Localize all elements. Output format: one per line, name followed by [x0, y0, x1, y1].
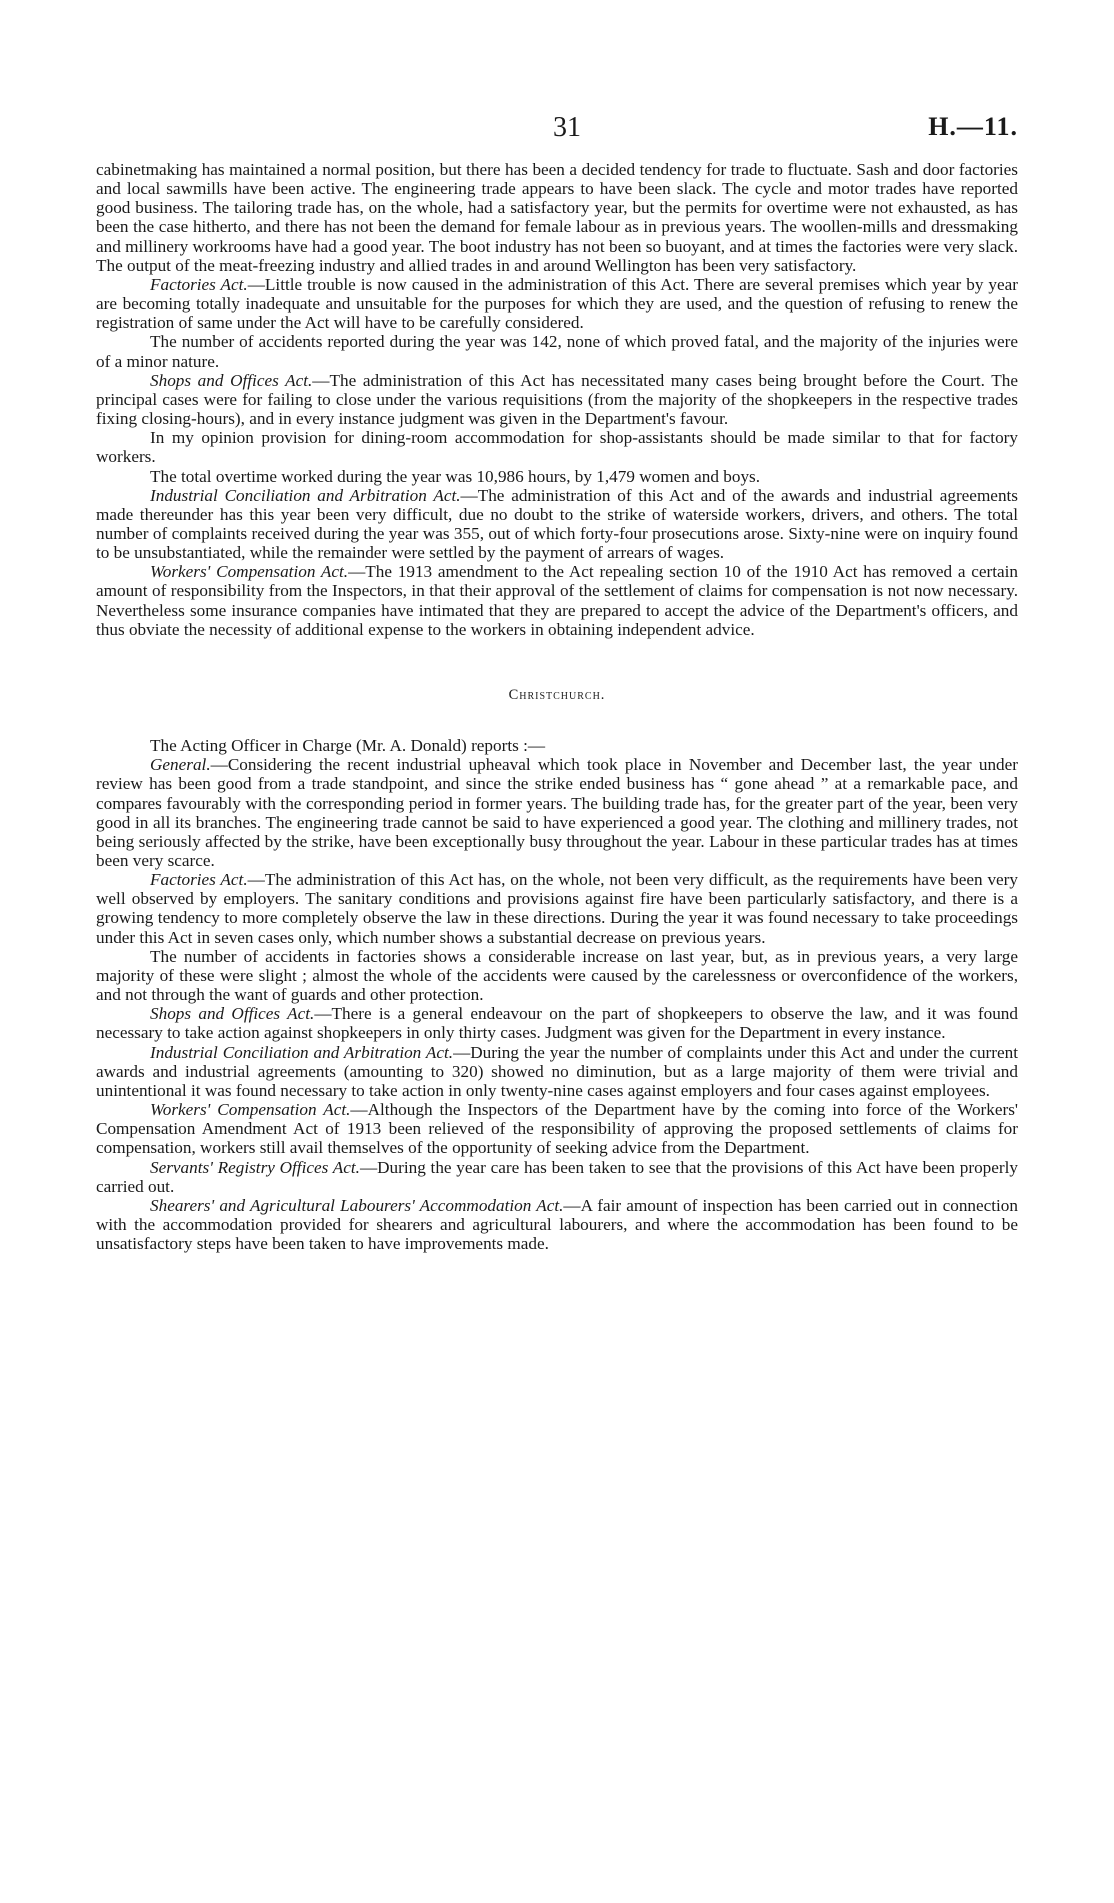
paragraph-lead: Factories Act.	[150, 870, 248, 890]
paragraph	[96, 562, 1018, 639]
paragraph	[96, 467, 1018, 486]
paragraph-text: —The administration of this Act has, on the whole, not been very difficult, as the requirements have been very well observed by employers. The sanitary conditions and provisions against fire have been particularly satisfactory, and there is a growing tendency to more completely observe the law in these directions. During the year it was found necessary to take proceedings under this Act in seven cases only, which number shows a substantial decrease on previous years.	[96, 870, 1018, 947]
series-reference: H.—11.	[928, 112, 1018, 141]
paragraph-text: —The administration of this Act has necessitated many cases being brought before the Court. The principal cases were for failing to close under the various requisitions (from the majority of the shopkeepers in the respective trades fixing closing-hours), and in every instance judgment was given in the Department's favour.	[96, 370, 1019, 429]
paragraph-text: The number of accidents reported during the year was 142, none of which proved fatal, and the majority of the injuries were of a minor nature.	[96, 332, 1018, 371]
page-number: 31	[553, 112, 581, 143]
paragraph	[96, 1158, 1018, 1196]
paragraph-lead: Workers' Compensation Act.	[150, 562, 349, 582]
page-header	[96, 112, 1018, 152]
paragraph	[96, 947, 1018, 1004]
paragraph-lead: General.	[150, 755, 211, 775]
paragraph-text: —During the year care has been taken to see that the provisions of this Act have been properly carried out.	[96, 1157, 1018, 1196]
paragraph-text: The Acting Officer in Charge (Mr. A. Donald) reports :—	[150, 736, 546, 756]
paragraph	[96, 428, 1018, 466]
paragraph	[96, 1004, 1018, 1042]
paragraph	[96, 1043, 1018, 1100]
paragraph	[96, 755, 1018, 870]
paragraph-text: —The administration of this Act and of the awards and industrial agreements made thereunder has this year been very difficult, due no doubt to the strike of waterside workers, drivers, and others. The total number of complaints received during the year was 355, out of which forty-four prosecutions arose. Sixty-nine were on inquiry found to be unsubstantiated, while the remainder were settled by the payment of arrears of wages.	[96, 485, 1018, 563]
paragraph	[96, 1100, 1018, 1157]
paragraph-text: —Although the Inspectors of the Department have by the coming into force of the Workers' Compensation Amendment Act of 1913 been relieved of the responsibility of approving the proposed settlements of claims for compensation, workers still avail themselves of the opportunity of seeking advice from the Department.	[96, 1100, 1018, 1158]
paragraph-lead: Factories Act.	[150, 274, 248, 294]
paragraph	[96, 736, 1018, 755]
document-body	[96, 160, 1018, 1253]
paragraph	[96, 486, 1018, 563]
paragraph-text: —Considering the recent industrial upheaval which took place in November and December last, the year under review has been good from a trade standpoint, and since the strike ended business has “ gone ahead ” at a remarkable pace, and compares favourably with the corresponding period in former years. The building trade has, for the greater part of the year, been very good in all its branches. The engineering trade cannot be said to have experienced a good year. The clothing and millinery trades, not being seriously affected by the strike, have been exceptionally busy throughout the year. Labour in these particular trades has at times been very scarce.	[96, 755, 1018, 870]
section-heading: Christchurch.	[508, 686, 606, 703]
paragraph-lead: Industrial Conciliation and Arbitration Act.	[150, 485, 461, 505]
paragraph-lead: Industrial Conciliation and Arbitration Act.	[150, 1042, 454, 1062]
paragraph-text: cabinetmaking has maintained a normal position, but there has been a decided tendency for trade to fluctuate. Sash and door factories and local sawmills have been active. The engineering trade appears to have been slack. The cycle and motor trades have reported good business. The tailoring trade has, on the whole, had a satisfactory year, but the permits for overtime were not exhausted, as has been the case hitherto, and there has not been the demand for female labour as in previous years. The woollen-mills and dressmaking and millinery workrooms have had a good year. The boot industry has not been so buoyant, and at times the factories were very slack. The output of the meat-freezing industry and allied trades in and around Wellington has been very satisfactory.	[96, 160, 1018, 275]
paragraph-lead: Servants' Registry Offices Act.	[150, 1157, 360, 1177]
paragraph	[96, 275, 1018, 332]
paragraph-text: In my opinion provision for dining-room accommodation for shop-assistants should be made similar to that for factory workers.	[96, 428, 1018, 467]
paragraph-lead: Shops and Offices Act.	[150, 1004, 315, 1024]
paragraph-text: The number of accidents in factories shows a considerable increase on last year, but, as in previous years, a very large majority of these were slight ; almost the whole of the accidents were caused by the carelessness or overconfidence of the workers, and not through the want of guards and other protection.	[96, 946, 1018, 1005]
paragraph-lead: Workers' Compensation Act.	[150, 1100, 351, 1120]
paragraph-text: —During the year the number of complaints under this Act and under the current awards and industrial agreements (amounting to 320) showed no diminution, but as a large majority of them were trivial and unintentional it was found necessary to take action in only twenty-nine cases against employers and four cases against employees.	[96, 1042, 1018, 1100]
paragraph-text: —A fair amount of inspection has been carried out in connection with the accommodation provided for shearers and agricultural labourers, and where the accommodation has been found to be unsatisfactory steps have been taken to have improvements made.	[96, 1195, 1018, 1254]
paragraph-text: —Little trouble is now caused in the administration of this Act. There are several premises which year by year are becoming totally inadequate and unsuitable for the purposes for which they are used, and the question of refusing to renew the registration of same under the Act will have to be carefully considered.	[96, 274, 1018, 333]
paragraph-lead: Shops and Offices Act.	[150, 370, 313, 390]
paragraph	[96, 332, 1018, 370]
paragraph-text: —The 1913 amendment to the Act repealing section 10 of the 1910 Act has removed a certain amount of responsibility from the Inspectors, in that their approval of the settlement of claims for compensation is not now necessary. Nevertheless some insurance companies have intimated that they are prepared to accept the advice of the Department's officers, and thus obviate the necessity of additional expense to the workers in obtaining independent advice.	[96, 562, 1019, 639]
paragraph	[96, 1196, 1018, 1253]
paragraph	[96, 371, 1018, 428]
paragraph	[96, 870, 1018, 947]
paragraph	[96, 160, 1018, 275]
paragraph-text: The total overtime worked during the year was 10,986 hours, by 1,479 women and boys.	[150, 466, 761, 486]
paragraph-text: —There is a general endeavour on the part of shopkeepers to observe the law, and it was found necessary to take action against shopkeepers in only thirty cases. Judgment was given for the Department in every instance.	[96, 1004, 1018, 1043]
paragraph-lead: Shearers' and Agricultural Labourers' Accommodation Act.	[150, 1195, 564, 1215]
